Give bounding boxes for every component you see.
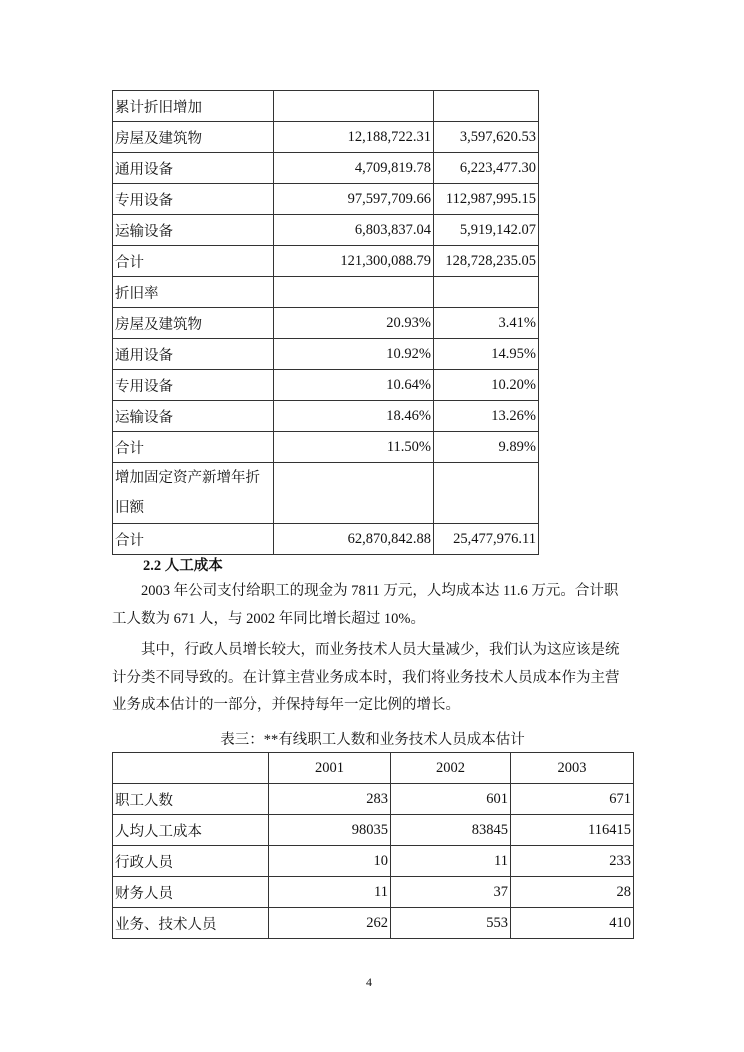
staff-cost-table xyxy=(112,752,634,939)
row-label: 财务人员 xyxy=(113,877,269,908)
table-row xyxy=(113,153,539,184)
table-row xyxy=(113,908,634,939)
cell-value: 553 xyxy=(391,908,511,939)
cell-value: 3.41% xyxy=(434,308,539,339)
cell-value: 12,188,722.31 xyxy=(274,122,434,153)
cell-value: 10.92% xyxy=(274,339,434,370)
column-header: 2001 xyxy=(269,753,391,784)
row-label: 房屋及建筑物 xyxy=(113,122,274,153)
cell-value: 6,223,477.30 xyxy=(434,153,539,184)
cell-value xyxy=(274,91,434,122)
table-row xyxy=(113,815,634,846)
cell-value: 10.20% xyxy=(434,370,539,401)
row-label: 业务、技术人员 xyxy=(113,908,269,939)
table-row xyxy=(113,846,634,877)
cell-value xyxy=(274,463,434,524)
cell-value: 20.93% xyxy=(274,308,434,339)
cell-value: 233 xyxy=(511,846,634,877)
row-label: 累计折旧增加 xyxy=(113,91,274,122)
row-label: 行政人员 xyxy=(113,846,269,877)
cell-value: 37 xyxy=(391,877,511,908)
cell-value xyxy=(274,277,434,308)
cell-value: 11.50% xyxy=(274,432,434,463)
cell-value: 283 xyxy=(269,784,391,815)
table-row xyxy=(113,184,539,215)
row-label: 运输设备 xyxy=(113,215,274,246)
cell-value: 671 xyxy=(511,784,634,815)
cell-value: 13.26% xyxy=(434,401,539,432)
cell-value: 6,803,837.04 xyxy=(274,215,434,246)
table-row xyxy=(113,246,539,277)
cell-value: 410 xyxy=(511,908,634,939)
paragraph-1: 2003 年公司支付给职工的现金为 7811 万元，人均成本达 11.6 万元。合计职工人数为 671 人，与 2002 年同比增长超过 10%。 xyxy=(112,583,619,627)
cell-value: 3,597,620.53 xyxy=(434,122,539,153)
table-row xyxy=(113,877,634,908)
row-label: 人均人工成本 xyxy=(113,815,269,846)
row-label: 合计 xyxy=(113,246,274,277)
row-label: 房屋及建筑物 xyxy=(113,308,274,339)
cell-value: 11 xyxy=(391,846,511,877)
depreciation-table xyxy=(112,90,539,555)
cell-value: 128,728,235.05 xyxy=(434,246,539,277)
table-row xyxy=(113,401,539,432)
cell-value: 11 xyxy=(269,877,391,908)
cell-value: 25,477,976.11 xyxy=(434,524,539,555)
cell-value: 121,300,088.79 xyxy=(274,246,434,277)
table-caption: 表三：**有线职工人数和业务技术人员成本估计 xyxy=(220,732,525,748)
cell-value: 98035 xyxy=(269,815,391,846)
row-label: 专用设备 xyxy=(113,184,274,215)
cell-value: 112,987,995.15 xyxy=(434,184,539,215)
cell-value: 116415 xyxy=(511,815,634,846)
row-label: 通用设备 xyxy=(113,339,274,370)
table-row xyxy=(113,308,539,339)
row-label: 专用设备 xyxy=(113,370,274,401)
cell-value: 14.95% xyxy=(434,339,539,370)
table-row xyxy=(113,91,539,122)
table-row xyxy=(113,370,539,401)
row-label: 通用设备 xyxy=(113,153,274,184)
table-row xyxy=(113,524,539,555)
cell-value xyxy=(434,277,539,308)
cell-value: 10.64% xyxy=(274,370,434,401)
table-row xyxy=(113,432,539,463)
table-row xyxy=(113,339,539,370)
cell-value: 62,870,842.88 xyxy=(274,524,434,555)
table-row xyxy=(113,215,539,246)
row-label: 合计 xyxy=(113,524,274,555)
page-number: 4 xyxy=(366,975,372,989)
cell-value: 9.89% xyxy=(434,432,539,463)
cell-value xyxy=(434,91,539,122)
table-row xyxy=(113,277,539,308)
table-row xyxy=(113,463,539,524)
cell-value: 10 xyxy=(269,846,391,877)
cell-value: 4,709,819.78 xyxy=(274,153,434,184)
column-header: 2003 xyxy=(511,753,634,784)
column-header: 2002 xyxy=(391,753,511,784)
cell-value: 18.46% xyxy=(274,401,434,432)
cell-value: 601 xyxy=(391,784,511,815)
cell-value: 83845 xyxy=(391,815,511,846)
row-label: 职工人数 xyxy=(113,784,269,815)
cell-value: 97,597,709.66 xyxy=(274,184,434,215)
cell-value: 262 xyxy=(269,908,391,939)
row-label: 合计 xyxy=(113,432,274,463)
cell-value xyxy=(434,463,539,524)
section-heading: 2.2 人工成本 xyxy=(143,558,223,574)
row-label: 运输设备 xyxy=(113,401,274,432)
header-row xyxy=(113,753,634,784)
cell-value: 5,919,142.07 xyxy=(434,215,539,246)
table-row xyxy=(113,784,634,815)
table-row xyxy=(113,122,539,153)
row-label: 增加固定资产新增年折旧额 xyxy=(113,463,274,524)
cell-value: 28 xyxy=(511,877,634,908)
row-label: 折旧率 xyxy=(113,277,274,308)
column-header xyxy=(113,753,269,784)
paragraph-2: 其中，行政人员增长较大，而业务技术人员大量减少，我们认为这应该是统计分类不同导致的。在计算主营业务成本时，我们将业务技术人员成本作为主营业务成本估计的一部分，并保持每年一定比例的增长。 xyxy=(112,642,620,713)
